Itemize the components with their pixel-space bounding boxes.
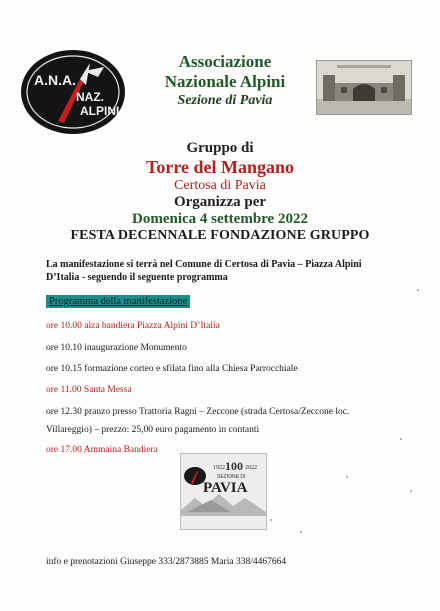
header-associazione: Associazione — [178, 52, 272, 71]
scan-speck — [346, 476, 348, 478]
badge-hundred: 100 — [225, 459, 243, 473]
program-title: Programma della manifestazione — [46, 295, 190, 308]
scan-speck — [300, 531, 302, 533]
badge-sezione: SEZIONE DI — [217, 474, 246, 480]
header-nazionale-alpini: Nazionale Alpini — [164, 72, 286, 91]
event-headline — [40, 140, 400, 244]
event-date: Domenica 4 settembre 2022 — [132, 211, 308, 227]
organizza-per: Organizza per — [173, 194, 267, 210]
badge-year-start: 1922 — [213, 465, 225, 471]
program-item: ore 11.00 Santa Messa — [46, 385, 132, 395]
intro-line-1: La manifestazione si terrà nel Comune di Certosa di Pavia – Piazza Alpini — [46, 259, 362, 270]
scan-speck — [410, 490, 412, 492]
historic-building-photo — [316, 60, 412, 115]
program-item: ore 12.30 pranzo presso Trattoria Ragni – Zeccone (strada Certosa/Zeccone loc. — [46, 407, 350, 417]
scan-speck — [400, 438, 402, 440]
event-title: FESTA DECENNALE FONDAZIONE GRUPPO — [70, 228, 370, 243]
badge-pavia: PAVIA — [203, 480, 248, 496]
torre-del-mangano: Torre del Mangano — [145, 157, 294, 177]
ana-logo — [20, 49, 126, 135]
contact-info: info e prenotazioni Giuseppe 333/2873885 Maria 338/4467664 — [46, 557, 287, 567]
badge-year-end: 2022 — [245, 465, 257, 471]
gruppo-label: Gruppo di — [186, 140, 254, 156]
scan-speck — [417, 289, 419, 291]
header-sezione: Sezione di Pavia — [177, 93, 273, 108]
intro-paragraph — [46, 258, 406, 284]
intro-line-2: D’Italia - seguendo il seguente programma — [46, 272, 228, 283]
certosa-di-pavia: Certosa di Pavia — [174, 178, 266, 193]
program-item: ore 10.10 inaugurazione Monumento — [46, 343, 187, 353]
logo-text-ana: A.N.A. — [34, 72, 76, 88]
program-item: ore 10.00 alza bandiera Piazza Alpini D’Italia — [46, 321, 220, 331]
scan-speck — [270, 519, 272, 521]
logo-text-alpini: ALPINI — [80, 104, 120, 118]
program-item: ore 17.00 Ammaina Bandiera — [46, 445, 158, 455]
centenary-badge — [180, 453, 267, 530]
header-title-block — [130, 52, 320, 110]
logo-text-naz: NAZ. — [76, 90, 104, 104]
program-item: ore 10.15 formazione corteo e sfilata fino alla Chiesa Parrocchiale — [46, 364, 298, 374]
program-item: Villareggio) – prezzo: 25,00 euro pagamento in contanti — [46, 425, 260, 435]
